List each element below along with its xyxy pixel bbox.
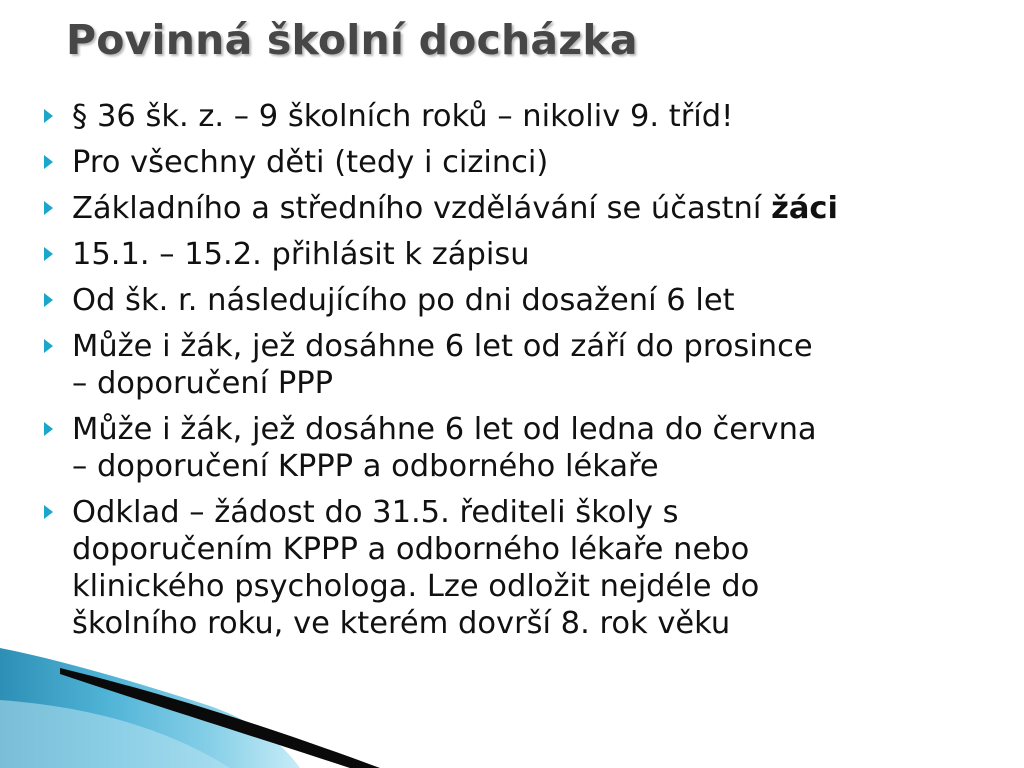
- bullet-text-line: Odklad – žádost do 31.5. řediteli školy s: [72, 495, 679, 530]
- triangle-bullet-icon: [44, 505, 53, 519]
- triangle-bullet-icon: [44, 109, 53, 123]
- bullet-item: [72, 144, 1012, 181]
- bullet-item: [72, 236, 1012, 273]
- triangle-bullet-icon: [44, 247, 53, 261]
- bullet-item: [72, 282, 1012, 319]
- bullet-text: Pro všechny děti (tedy i cizinci): [72, 145, 549, 180]
- bullet-text-line: klinického psychologa. Lze odložit nejdéle do: [72, 569, 760, 604]
- black-stroke-shape: [60, 668, 380, 768]
- triangle-bullet-icon: [44, 339, 53, 353]
- bullet-item: [72, 411, 1012, 485]
- bullet-text-line: – doporučení KPPP a odborného lékaře: [72, 449, 659, 484]
- bullet-item: [72, 328, 1012, 402]
- triangle-bullet-icon: [44, 155, 53, 169]
- bullet-text-line: Může i žák, jež dosáhne 6 let od září do prosince: [72, 329, 813, 364]
- triangle-bullet-icon: [44, 201, 53, 215]
- bullet-text: Od šk. r. následujícího po dni dosažení 6 let: [72, 283, 735, 318]
- bullet-item: [72, 190, 1012, 227]
- bullet-text-line: doporučením KPPP a odborného lékaře nebo: [72, 532, 750, 567]
- triangle-bullet-icon: [44, 422, 53, 436]
- bullet-text-line: školního roku, ve kterém dovrší 8. rok věku: [72, 606, 731, 641]
- blue-wave-shape: [0, 648, 300, 768]
- light-wave-shape: [0, 700, 230, 768]
- bullet-text-line: – doporučení PPP: [72, 366, 334, 401]
- bullet-item: [72, 494, 1012, 642]
- bullet-text-normal: Základního a středního vzdělávání se účastní: [72, 191, 772, 226]
- slide-title: Povinná školní docházka: [66, 16, 638, 64]
- bullet-text-line: Může i žák, jež dosáhne 6 let od ledna do června: [72, 412, 817, 447]
- bullet-item: [72, 98, 1012, 135]
- bullet-text-bold: žáci: [771, 191, 838, 226]
- triangle-bullet-icon: [44, 293, 53, 307]
- bullet-list: [72, 98, 1012, 651]
- bullet-text: [72, 190, 1012, 227]
- bullet-text: § 36 šk. z. – 9 školních roků – nikoliv 9. tříd!: [72, 99, 734, 134]
- bullet-text: 15.1. – 15.2. přihlásit k zápisu: [72, 237, 530, 272]
